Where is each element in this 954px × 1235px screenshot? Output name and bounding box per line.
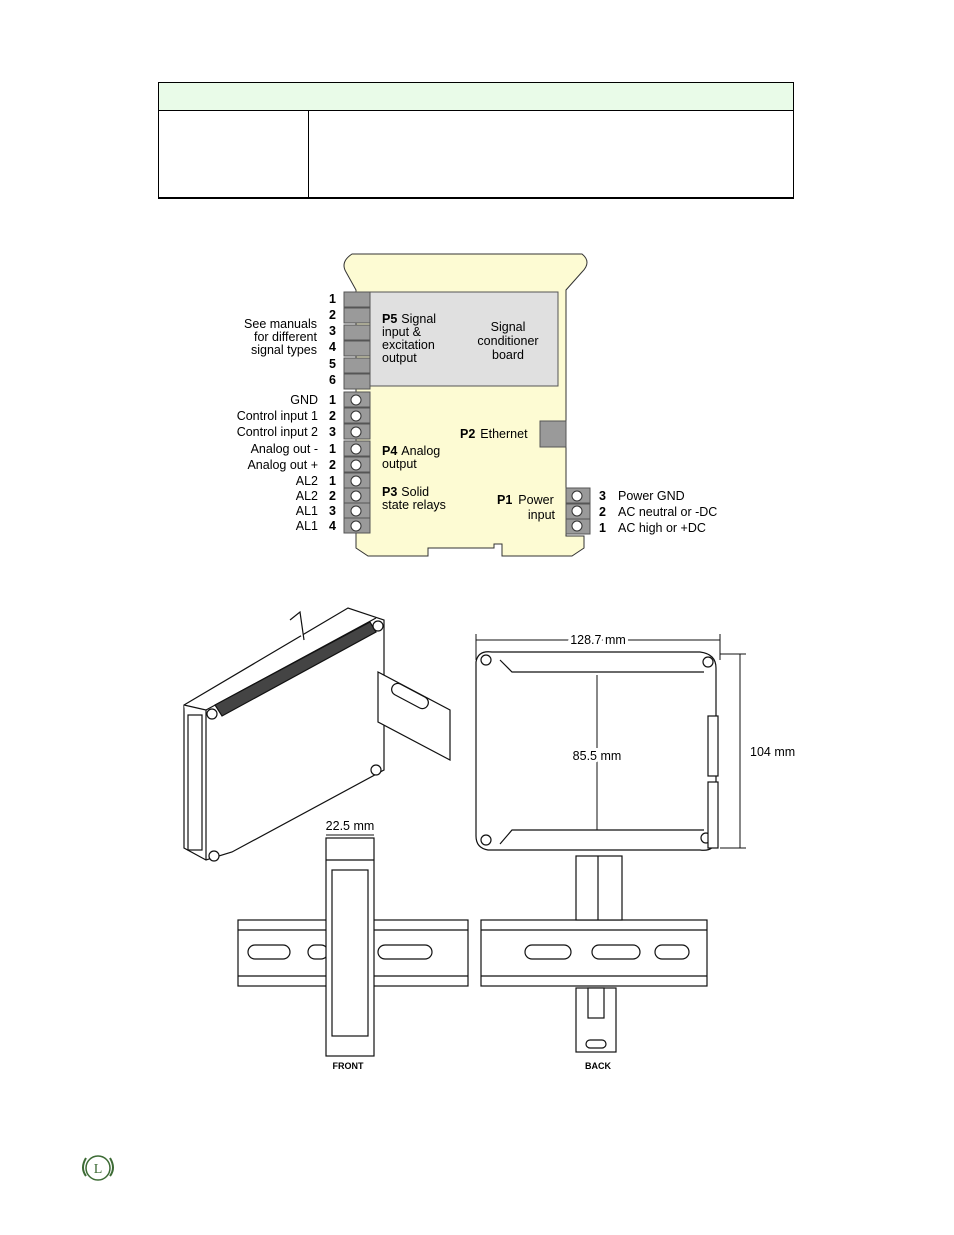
left-label: GND [290, 393, 318, 407]
p5-pin-1: 1 [329, 292, 336, 306]
left-pin: 1 [329, 442, 336, 456]
ethernet-port [540, 421, 566, 447]
p1-label-line2: input [527, 508, 555, 522]
p1-label: P1 Power [497, 493, 554, 507]
right-pin: 1 [599, 521, 606, 535]
p4-label: P4 Analog [382, 444, 441, 458]
left-label: AL2 [295, 489, 318, 503]
left-label: AL1 [295, 519, 318, 533]
left-pin: 2 [329, 409, 336, 423]
back-caption: BACK [585, 1061, 611, 1071]
left-label: AL2 [295, 474, 318, 488]
board-label-line3: board [492, 348, 524, 362]
right-pin: 3 [599, 489, 606, 503]
logo-letter: L [93, 1162, 103, 1177]
see-manuals-line2: for different [253, 330, 317, 344]
p3-label: P3 Solid [382, 485, 430, 499]
left-pin: 4 [329, 519, 336, 533]
left-pin: 2 [329, 489, 336, 503]
see-manuals-line1: See manuals [244, 317, 317, 331]
left-label: Analog out + [247, 458, 318, 472]
right-label: AC neutral or -DC [618, 505, 718, 519]
board-label-line1: Signal [490, 320, 526, 334]
p2-label: P2 Ethernet [460, 427, 528, 441]
left-pin: 1 [329, 474, 336, 488]
logo [83, 1156, 113, 1180]
p5-pin-3: 3 [329, 324, 336, 338]
inner-height-dimension: 85.5 mm [572, 749, 622, 763]
screw-icons-right [572, 491, 582, 531]
height-dimension: 104 mm [750, 745, 796, 759]
left-pin: 1 [329, 393, 336, 407]
p5-label-line3: excitation [382, 338, 435, 352]
right-pin: 2 [599, 505, 606, 519]
left-pin: 3 [329, 425, 336, 439]
see-manuals-line3: signal types [250, 343, 317, 357]
left-pin: 2 [329, 458, 336, 472]
depth-dimension: 22.5 mm [325, 819, 375, 833]
left-label: Control input 2 [236, 425, 318, 439]
right-label: Power GND [618, 489, 685, 503]
left-pin: 3 [329, 504, 336, 518]
width-dimension: 128.7 mm [570, 633, 626, 647]
front-view-drawing [238, 838, 468, 1056]
front-caption: FRONT [332, 1061, 364, 1071]
p5-pin-2: 2 [329, 308, 336, 322]
p4-label-line2: output [382, 457, 417, 471]
left-label: AL1 [295, 504, 318, 518]
p5-pin-5: 5 [329, 357, 336, 371]
p5-label-line2: input & [382, 325, 421, 339]
p5-connector-block [344, 292, 370, 389]
screw-icons-left [351, 395, 361, 531]
left-label: Analog out - [250, 442, 318, 456]
p5-pin-4: 4 [329, 340, 336, 354]
p5-label: P5 Signal [382, 312, 437, 326]
isometric-module-drawing [184, 608, 450, 861]
left-label: Control input 1 [236, 409, 318, 423]
p5-label-line4: output [382, 351, 417, 365]
p3-label-line2: state relays [382, 498, 446, 512]
back-view-drawing [481, 856, 707, 1052]
p5-pin-6: 6 [329, 373, 336, 387]
right-label: AC high or +DC [618, 521, 706, 535]
board-label-line2: conditioner [477, 334, 539, 348]
